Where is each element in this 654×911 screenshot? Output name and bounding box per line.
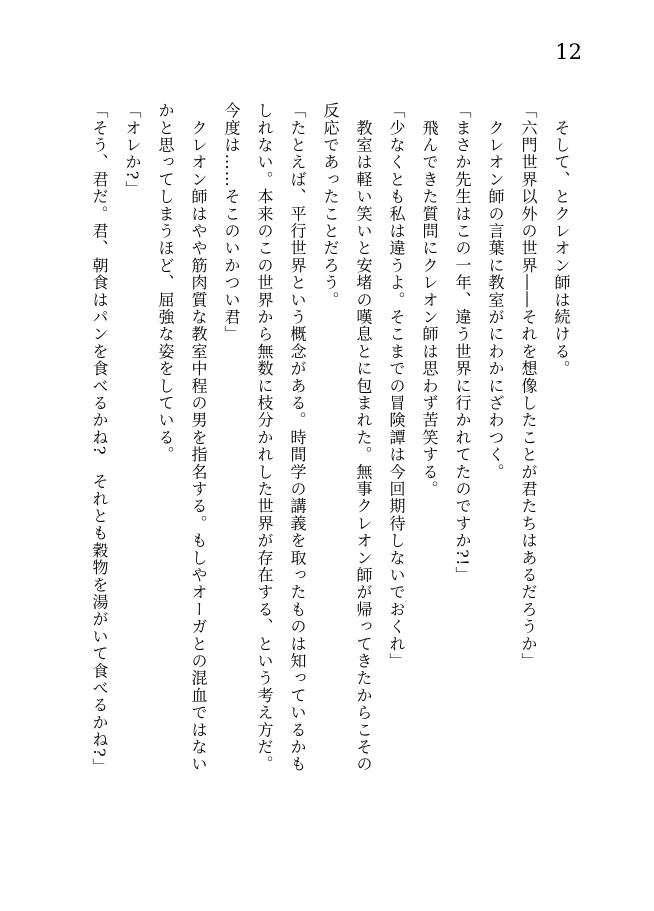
text-line: 「オレか?」 [123,102,142,198]
text-line: 「まさか先生はこの一年、違う世界に行かれてたのですか?!」 [453,102,472,584]
text-line: 「たとえば、平行世界という概念がある。時間学の講義を取ったものは知っているかも [288,102,307,773]
text-line: クレオン師の言葉に教室がにわかにざわつく。 [486,102,505,481]
page-number: 12 [555,40,582,64]
vertical-body-text [78,102,578,842]
text-line: 「そう、君だ。君、朝食はパンを食べるかね? それとも穀物を湯がいて食べるかね?」 [90,102,109,776]
text-line: そして、とクレオン師は続ける。 [552,102,571,378]
text-line: 「少なくとも私は違うよ。そこまでの冒険譚は今回期待しないでおくれ」 [387,102,406,670]
text-line: 今度は……そこのいかつい君」 [222,102,241,343]
text-line: クレオン師はやや筋肉質な教室中程の男を指名する。もしやオーガとの混血ではない [189,102,208,773]
text-line: しれない。本来のこの世界から無数に枝分かれした世界が存在する、という考え方だ。 [255,102,274,773]
text-line: 「六門世界以外の世界――それを想像したことが君たちはあるだろうか」 [519,102,538,670]
text-line: 飛んできた質問にクレオン師は思わず苦笑する。 [420,102,439,498]
text-line: かと思ってしまうほど、屈強な姿をしている。 [156,102,175,464]
text-line: 教室は軽い笑いと安堵の嘆息とに包まれた。無事クレオン師が帰ってきたからこその [354,102,373,773]
text-line: 反応であったことだろう。 [321,102,340,309]
